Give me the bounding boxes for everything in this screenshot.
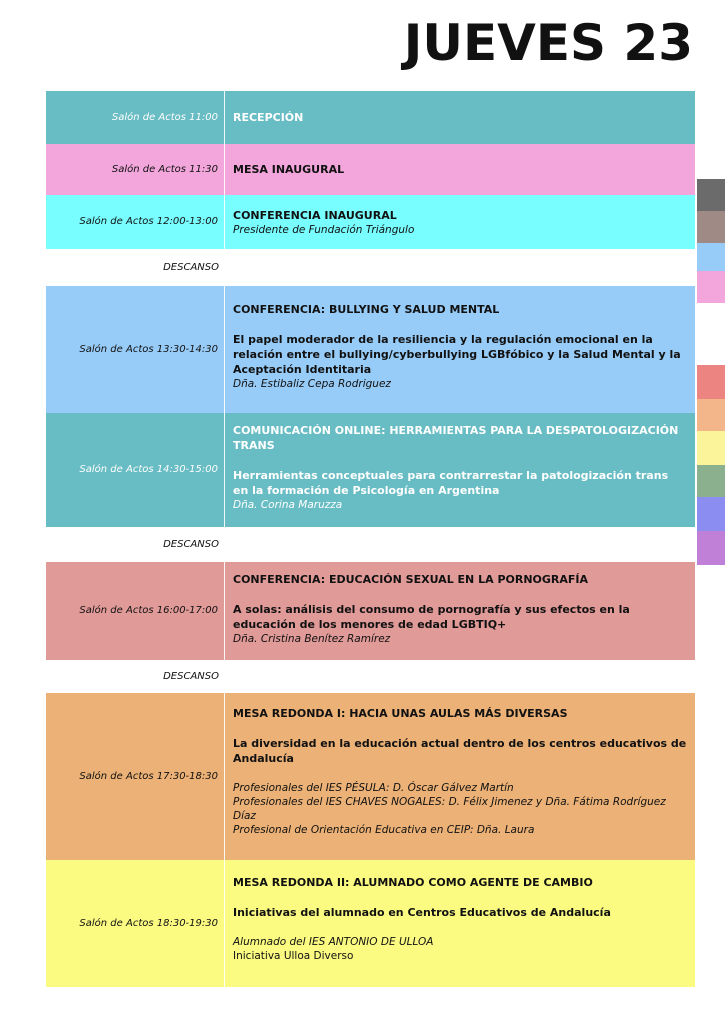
session-speaker: Profesionales del IES PÉSULA: D. Óscar Gálvez Martín (233, 782, 514, 794)
session-speaker: Dña. Cristina Benítez Ramírez (233, 633, 391, 645)
session-title: RECEPCIÓN (233, 111, 304, 124)
schedule-break (46, 660, 695, 693)
session-note: Iniciativa Ulloa Diverso (233, 950, 354, 962)
color-swatch (697, 497, 725, 531)
schedule-table (46, 91, 695, 987)
session-time: Salón de Actos 11:00 (46, 91, 225, 144)
session-speaker: Dña. Corina Maruzza (233, 499, 343, 511)
session-title: CONFERENCIA INAUGURAL (233, 208, 397, 222)
session-time: Salón de Actos 12:00-13:00 (46, 195, 225, 249)
color-swatch (697, 211, 725, 243)
session-time: Salón de Actos 14:30-15:00 (46, 413, 225, 527)
schedule-row-recepcion (46, 91, 695, 144)
color-swatch (697, 179, 725, 211)
session-title: MESA INAUGURAL (233, 163, 345, 176)
session-speaker: Dña. Estibaliz Cepa Rodriguez (233, 378, 391, 390)
session-time: Salón de Actos 16:00-17:00 (46, 562, 225, 660)
session-time: Salón de Actos 11:30 (46, 144, 225, 195)
session-subtitle: Herramientas conceptuales para contrarrestar la patologización trans en la formación de Psicología en Argentina (233, 469, 669, 497)
session-subtitle: Iniciativas del alumnado en Centros Educativos de Andalucía (233, 906, 611, 919)
session-subtitle: La diversidad en la educación actual dentro de los centros educativos de Andalucía (233, 737, 687, 765)
color-swatch (697, 465, 725, 497)
session-speaker: Presidente de Fundación Triángulo (233, 223, 415, 236)
session-speaker: Profesional de Orientación Educativa en CEIP: Dña. Laura (233, 824, 535, 836)
break-label: DESCANSO (163, 261, 219, 273)
schedule-break (46, 249, 695, 286)
session-title: CONFERENCIA: BULLYING Y SALUD MENTAL (233, 303, 500, 316)
session-subtitle: El papel moderador de la resiliencia y la regulación emocional en la relación entre el bullying/cyberbullying LGBfóbico y la Salud Mental y la Aceptación Identitaria (233, 333, 681, 376)
color-swatch (697, 399, 725, 431)
break-label: DESCANSO (163, 538, 219, 550)
schedule-row-mesa-redonda-1 (46, 693, 695, 860)
page-title: JUEVES 23 (403, 14, 693, 72)
session-title: MESA REDONDA II: ALUMNADO COMO AGENTE DE CAMBIO (233, 876, 593, 889)
color-swatch (697, 243, 725, 271)
session-time: Salón de Actos 13:30-14:30 (46, 286, 225, 413)
session-subtitle: A solas: análisis del consumo de pornografía y sus efectos en la educación de los menores de edad LGBTIQ+ (233, 603, 630, 631)
session-title: MESA REDONDA I: HACIA UNAS AULAS MÁS DIVERSAS (233, 707, 568, 720)
break-label: DESCANSO (163, 670, 219, 682)
schedule-row-despatologizacion (46, 413, 695, 527)
session-title: COMUNICACIÓN ONLINE: HERRAMIENTAS PARA LA DESPATOLOGIZACIÓN TRANS (233, 424, 679, 452)
schedule-row-bullying (46, 286, 695, 413)
color-swatch (697, 271, 725, 303)
color-swatch (697, 303, 725, 365)
color-swatch (697, 431, 725, 465)
schedule-row-pornografia (46, 562, 695, 660)
color-swatch (697, 365, 725, 399)
session-speaker: Profesionales del IES CHAVES NOGALES: D. Félix Jimenez y Dña. Fátima Rodríguez Díaz (233, 796, 666, 822)
schedule-row-mesa-inaugural (46, 144, 695, 195)
schedule-row-mesa-redonda-2 (46, 860, 695, 987)
session-time: Salón de Actos 17:30-18:30 (46, 693, 225, 860)
schedule-row-conferencia-inaugural (46, 195, 695, 249)
session-time: Salón de Actos 18:30-19:30 (46, 860, 225, 987)
session-title: CONFERENCIA: EDUCACIÓN SEXUAL EN LA PORNOGRAFÍA (233, 573, 589, 586)
color-swatch (697, 531, 725, 565)
session-speaker: Alumnado del IES ANTONIO DE ULLOA (233, 936, 434, 948)
schedule-break (46, 527, 695, 562)
